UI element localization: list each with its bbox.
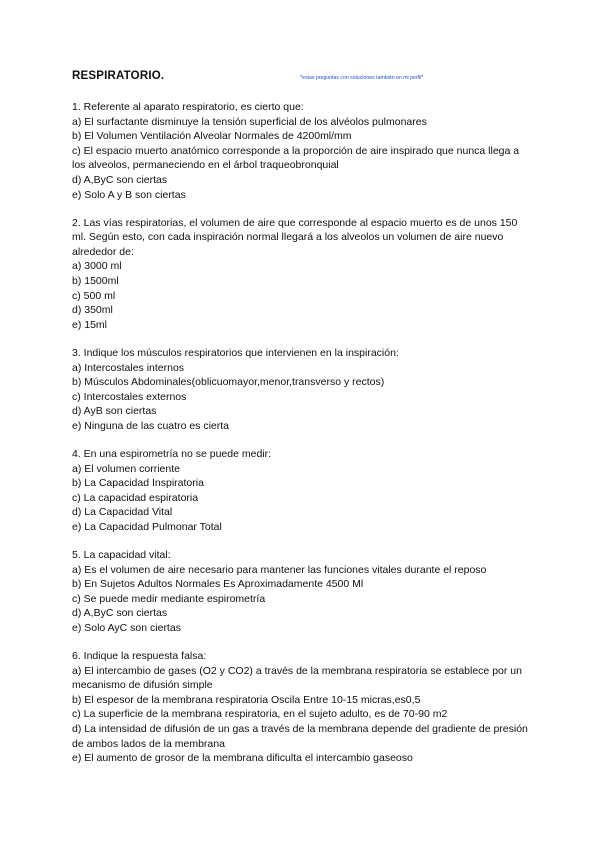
answer-option: a) Es el volumen de aire necesario para mantener las funciones vitales durante el reposo <box>72 563 487 576</box>
question-stem: 4. En una espirometría no se puede medir: <box>72 447 272 460</box>
answer-option: a) El volumen corriente <box>72 462 180 475</box>
answer-option: b) El espesor de la membrana respiratoria Oscila Entre 10-15 micras,es0,5 <box>72 693 421 706</box>
answer-option: d) 350ml <box>72 304 113 317</box>
answer-option: d) AyB son ciertas <box>72 405 157 418</box>
question-stem: 2. Las vías respiratorias, el volumen de aire que corresponde al espacio muerto es de unos 150 ml. Según esto, con cada inspiración normal llegará a los alveolos un volumen de aire nuevo alrededor de: <box>72 216 518 258</box>
answer-option: e) Solo A y B son ciertas <box>72 188 186 201</box>
answer-option: c) Intercostales externos <box>72 390 187 403</box>
answer-option: d) La Capacidad Vital <box>72 506 173 519</box>
answer-option: e) Ninguna de las cuatro es cierta <box>72 419 230 432</box>
question-5 <box>72 548 532 636</box>
answer-option: b) El Volumen Ventilación Alveolar Normales de 4200ml/mm <box>72 130 352 143</box>
question-stem: 5. La capacidad vital: <box>72 549 171 562</box>
answer-option: a) 3000 ml <box>72 260 122 273</box>
document-title: RESPIRATORIO. <box>72 70 165 82</box>
answer-option: d) A,ByC son ciertas <box>72 607 168 620</box>
answer-option: e) El aumento de grosor de la membrana dificulta el intercambio gaseoso <box>72 752 413 765</box>
question-stem: 6. Indique la respuesta falsa: <box>72 650 207 663</box>
answer-option: d) A,ByC son ciertas <box>72 173 168 186</box>
question-stem: 1. Referente al aparato respiratorio, es cierto que: <box>72 101 304 113</box>
answer-option: a) El surfactante disminuye la tensión superficial de los alvéolos pulmonares <box>72 115 427 128</box>
answer-option: e) Solo AyC son ciertas <box>72 622 181 634</box>
answer-option: e) 15ml <box>72 318 108 331</box>
answer-option: b) 1500ml <box>72 275 119 288</box>
answer-option: b) La Capacidad Inspiratoria <box>72 477 204 490</box>
question-1 <box>72 100 532 202</box>
answer-option: c) 500 ml <box>72 289 116 302</box>
profile-note: *estas preguntas con soluciones también en mi perfil* <box>300 75 424 81</box>
answer-option: a) Intercostales internos <box>72 361 185 374</box>
question-2 <box>72 216 532 333</box>
question-list <box>72 100 532 779</box>
answer-option: a) El intercambio de gases (O2 y CO2) a través de la membrana respiratoria se establece por un mecanismo de difusión simple <box>72 664 522 692</box>
answer-option: c) El espacio muerto anatómico corresponde a la proporción de aire inspirado que nunca llega a los alveolos, permaneciendo en el árbol traqueobronquial <box>72 144 520 172</box>
answer-option: d) La intensidad de difusión de un gas a través de la membrana depende del gradiente de presión de ambos lados de la membrana <box>72 723 528 750</box>
answer-option: c) La capacidad espiratoria <box>72 491 199 504</box>
question-3 <box>72 346 532 434</box>
question-stem: 3. Indique los músculos respiratorios que intervienen en la inspiración: <box>72 346 399 359</box>
question-4 <box>72 447 532 535</box>
answer-option: b) En Sujetos Adultos Normales Es Aproximadamente 4500 Ml <box>72 578 364 591</box>
answer-option: c) Se puede medir mediante espirometría <box>72 592 266 605</box>
answer-option: e) La Capacidad Pulmonar Total <box>72 520 222 533</box>
answer-option: b) Músculos Abdominales(oblicuomayor,menor,transverso y rectos) <box>72 376 385 389</box>
answer-option: c) La superficie de la membrana respiratoria, en el sujeto adulto, es de 70-90 m2 <box>72 708 448 721</box>
question-6 <box>72 649 532 766</box>
